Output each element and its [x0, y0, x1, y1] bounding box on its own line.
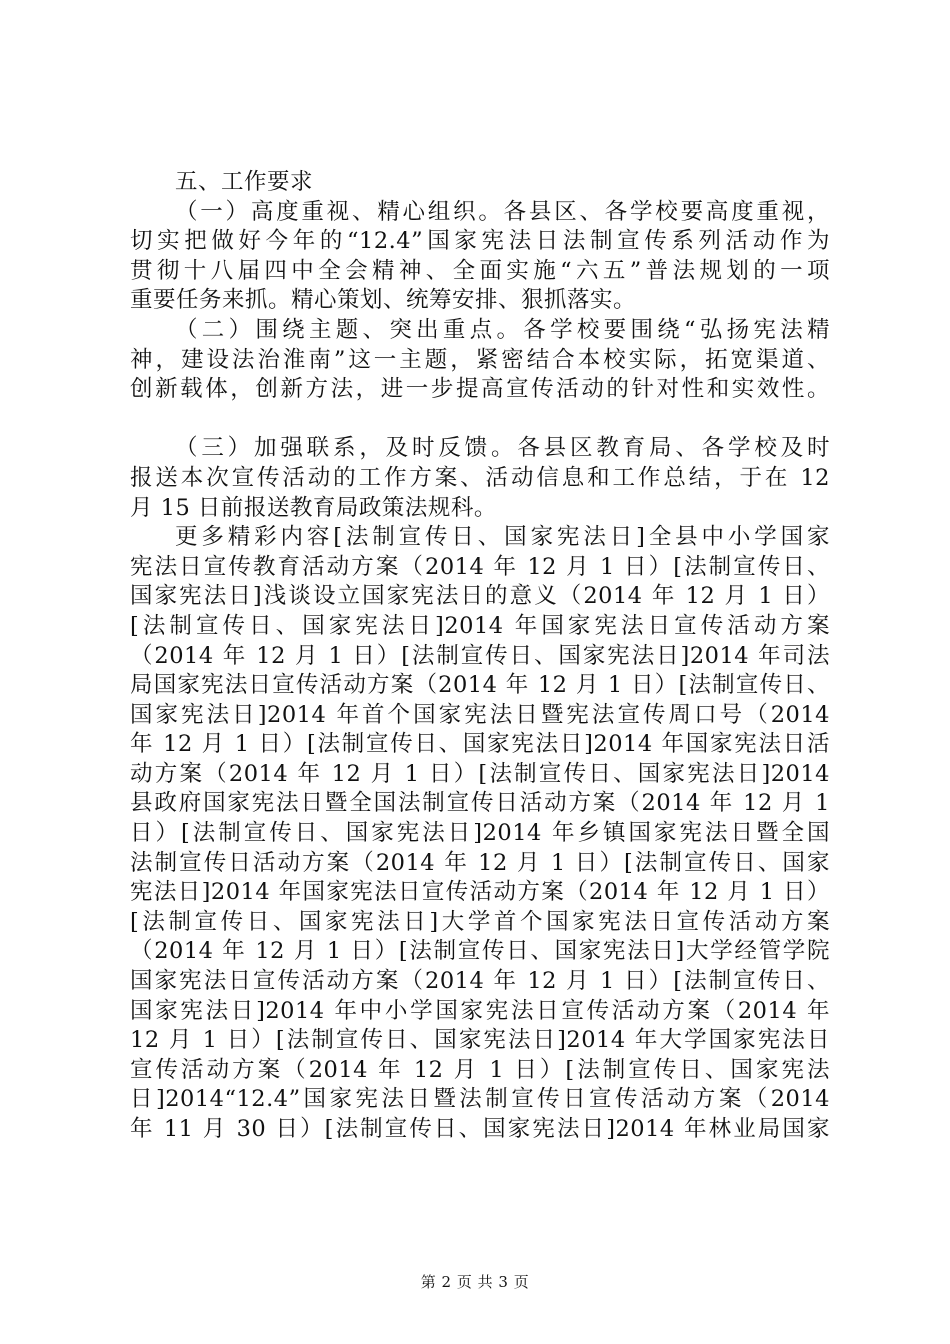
text-line: 局国家宪法日宣传活动方案（2014 年 12 月 1 日）[法制宣传日、 — [130, 672, 830, 699]
text-line: 国家宪法日]浅谈设立国家宪法日的意义（2014 年 12 月 1 日） — [130, 583, 830, 610]
text-line: 国家宪法日宣传活动方案（2014 年 12 月 1 日）[法制宣传日、 — [130, 968, 830, 995]
text-line: 贯彻十八届四中全会精神、全面实施“六五”普法规划的一项 — [130, 257, 830, 284]
text-line: 12 月 1 日）[法制宣传日、国家宪法日]2014 年大学国家宪法日 — [130, 1027, 830, 1054]
blank-line — [130, 405, 830, 435]
text-line: 创新载体，创新方法，进一步提高宣传活动的针对性和实效性。 — [130, 376, 830, 403]
text-line: 宪法日宣传教育活动方案（2014 年 12 月 1 日）[法制宣传日、 — [130, 553, 830, 580]
text-line: 动方案（2014 年 12 月 1 日）[法制宣传日、国家宪法日]2014 — [130, 760, 830, 787]
text-line: 法制宣传日活动方案（2014 年 12 月 1 日）[法制宣传日、国家 — [130, 849, 830, 876]
text-line: 五、工作要求 — [175, 169, 314, 195]
text-line: 日）[法制宣传日、国家宪法日]2014 年乡镇国家宪法日暨全国 — [130, 820, 830, 847]
text-line: 县政府国家宪法日暨全国法制宣传日活动方案（2014 年 12 月 1 — [130, 790, 830, 817]
text-line: （2014 年 12 月 1 日）[法制宣传日、国家宪法日]大学经管学院 — [130, 938, 830, 965]
text-line: [法制宣传日、国家宪法日]大学首个国家宪法日宣传活动方案 — [130, 908, 830, 935]
text-line: （二）围绕主题、突出重点。各学校要围绕“弘扬宪法精 — [175, 316, 830, 343]
text-line: （一）高度重视、精心组织。各县区、各学校要高度重视， — [175, 198, 830, 225]
text-line: 宪法日]2014 年国家宪法日宣传活动方案（2014 年 12 月 1 日） — [130, 879, 830, 906]
text-line: （三）加强联系，及时反馈。各县区教育局、各学校及时 — [175, 435, 830, 462]
text-line: 神，建设法治淮南”这一主题，紧密结合本校实际，拓宽渠道、 — [130, 346, 830, 373]
text-line: 年 12 月 1 日）[法制宣传日、国家宪法日]2014 年国家宪法日活 — [130, 731, 830, 758]
text-line: 月 15 日前报送教育局政策法规科。 — [130, 494, 497, 521]
text-line: 年 11 月 30 日）[法制宣传日、国家宪法日]2014 年林业局国家 — [130, 1116, 830, 1142]
text-line: 切实把做好今年的“12.4”国家宪法日法制宣传系列活动作为 — [130, 228, 830, 255]
text-line: 日]2014“12.4”国家宪法日暨法制宣传日宣传活动方案（2014 — [130, 1086, 830, 1113]
text-line: [法制宣传日、国家宪法日]2014 年国家宪法日宣传活动方案 — [130, 612, 830, 639]
text-line: 国家宪法日]2014 年首个国家宪法日暨宪法宣传周口号（2014 — [130, 701, 830, 728]
document-body — [130, 168, 830, 1145]
text-line: （2014 年 12 月 1 日）[法制宣传日、国家宪法日]2014 年司法 — [130, 642, 830, 669]
page-footer: 第 2 页 共 3 页 — [420, 1273, 530, 1291]
text-line: 更多精彩内容[法制宣传日、国家宪法日]全县中小学国家 — [175, 524, 830, 551]
text-line: 国家宪法日]2014 年中小学国家宪法日宣传活动方案（2014 年 — [130, 997, 830, 1024]
text-line: 宣传活动方案（2014 年 12 月 1 日）[法制宣传日、国家宪法 — [130, 1056, 830, 1083]
text-line: 重要任务来抓。精心策划、统筹安排、狠抓落实。 — [130, 287, 637, 314]
text-line: 报送本次宣传活动的工作方案、活动信息和工作总结，于在 12 — [130, 464, 830, 491]
